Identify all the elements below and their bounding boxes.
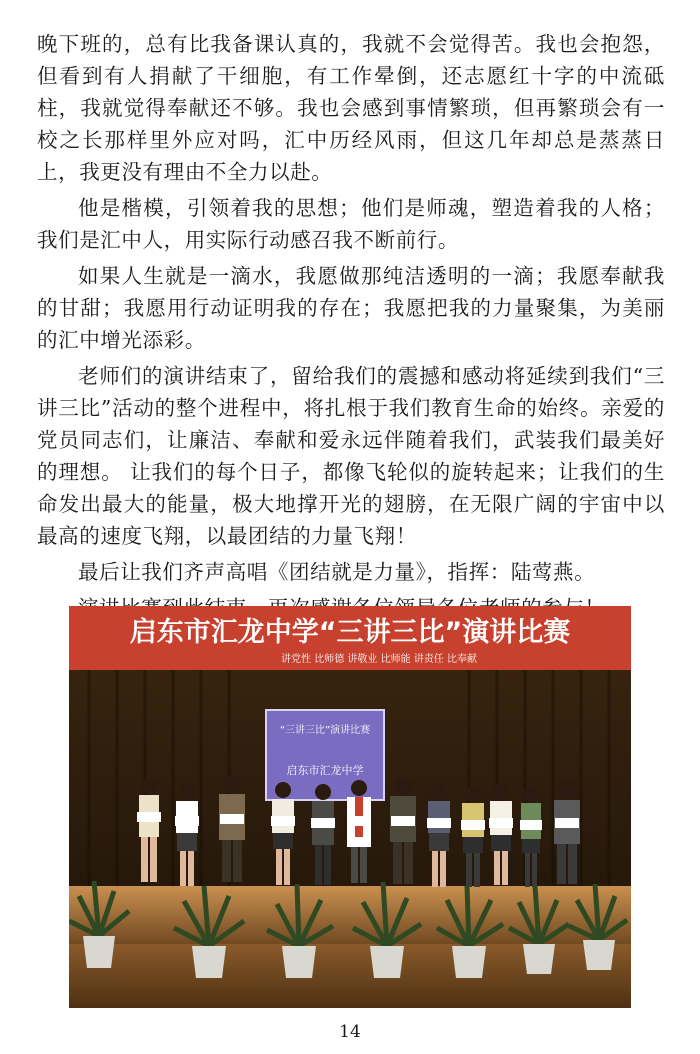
screen-school: 启东市汇龙中学 [286,764,364,777]
paragraph-continued: 晚下班的，总有比我备课认真的，我就不会觉得苦。我也会抱怨，但看到有人捐献了干细胞，有工作晕倒，还志愿红十字的中流砥柱，我就觉得奉献还不够。我也会感到事情繁琐，但再繁琐会有一校之长那样里外应对吗，汇中历经风雨，但这几年却总是蒸蒸日上，我更没有理由不全力以赴。 [37,32,665,184]
banner-title: 启东市汇龙中学“三讲三比”演讲比赛 [129,617,571,648]
paragraph-role-model: 他是楷模，引领着我的思想；他们是师魂，塑造着我的人格；我们是汇中人，用实际行动感召我不断前行。 [37,196,665,252]
screen-title: “三讲三比”演讲比赛 [279,725,371,736]
paragraph-water-drop: 如果人生就是一滴水，我愿做那纯洁透明的一滴；我愿奉献我的甘甜；我愿用行动证明我的存在；我愿把我的力量聚集，为美丽的汇中增光添彩。 [37,264,665,352]
body-text [37,28,665,628]
banner-subtitle: 讲党性 比师德 讲敬业 比师能 讲责任 比奉献 [281,654,477,665]
event-photo [69,606,631,1008]
paragraph-song: 最后让我们齐声高唱《团结就是力量》，指挥：陆莺燕。 [78,560,596,584]
paragraph-closing-speech: 老师们的演讲结束了，留给我们的震撼和感动将延续到我们“三讲三比”活动的整个进程中，将扎根于我们教育生命的始终。亲爱的党员同志们，让廉洁、奉献和爱永远伴随着我们，武装我们最美好的理想。 让我们的每个日子，都像飞轮似的旋转起来；让我们的生命发出最大的能量，极大地撑开光的翅膀，在无限广阔的宇宙中以最高的速度飞翔，以最团结的力量飞翔！ [37,364,665,548]
page-number: 14 [339,1022,361,1042]
